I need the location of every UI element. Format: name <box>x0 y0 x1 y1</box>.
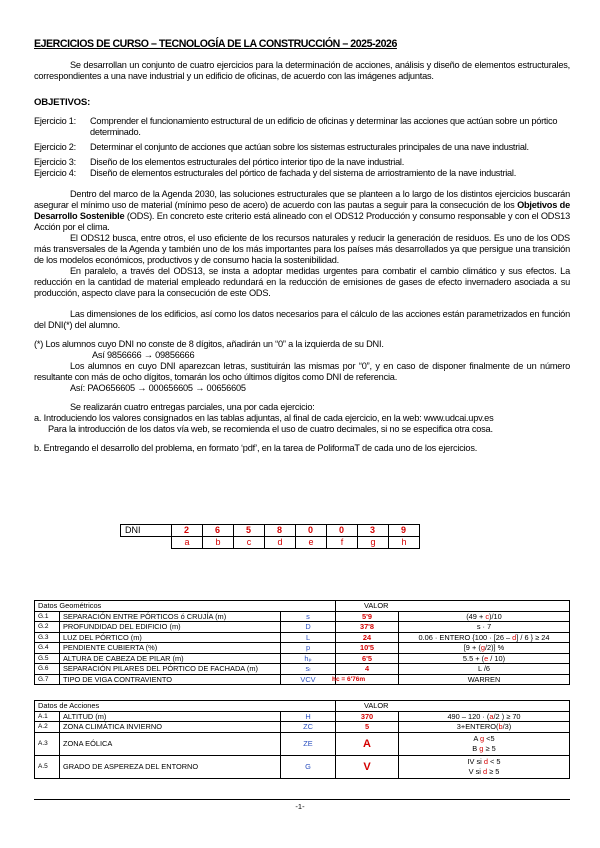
formula-text: (49 + <box>466 611 486 621</box>
row-code: G.4 <box>35 643 60 654</box>
dni-letter: c <box>234 537 265 549</box>
dni-digit: 3 <box>358 525 389 537</box>
dni-letter: a <box>172 537 203 549</box>
ejercicio-1 <box>34 116 570 138</box>
entregas-paragraph: Se realizarán cuatro entregas parciales, una por cada ejercicio: <box>70 402 315 412</box>
formula-text: B <box>472 743 480 753</box>
row-code: A.3 <box>35 732 60 755</box>
entrega-item-b: b. Entregando el desarrollo del problema, en formato ‘pdf’, en la tarea de PoliformaT de cada uno de los ejercicios. <box>34 443 478 453</box>
ejercicio-label: Ejercicio 3: <box>34 157 76 167</box>
table-row <box>35 643 570 654</box>
dni-digit: 6 <box>203 525 234 537</box>
dni-table <box>120 524 420 549</box>
row-formula <box>399 622 570 633</box>
formula-text: <5 <box>484 733 495 743</box>
agenda-text-b: (ODS). En concreto este criterio está alineado con el ODS12 Producción y consumo responsable y con el ODS13 Acción por el clima. <box>34 211 570 232</box>
row-symbol: ZC <box>281 722 336 733</box>
dni-letter: h <box>389 537 420 549</box>
row-code: A.2 <box>35 722 60 733</box>
dimensiones-paragraph: Las dimensiones de los edificios, así como los datos necesarios para el cálculo de las acciones están parametrizados en función del DNI(*) del alumno. <box>34 309 570 330</box>
row-value: A <box>336 732 399 755</box>
ejercicio-text: Determinar el conjunto de acciones que actúan sobre los sistemas estructurales principales de una nave industrial. <box>90 142 529 152</box>
row-label: TIPO DE VIGA CONTRAVIENTO <box>60 674 281 685</box>
row-code: G.7 <box>35 674 60 685</box>
formula-text: WARREN <box>467 674 501 684</box>
row-code: G.6 <box>35 664 60 675</box>
formula-variable: d <box>512 632 517 642</box>
row-value: 4 <box>336 664 399 675</box>
formula-line <box>402 767 566 777</box>
section-heading: Datos Geométricos <box>35 601 336 612</box>
formula-variable: d <box>482 766 488 776</box>
datos-geometricos-table <box>34 600 570 685</box>
formula-line <box>402 734 566 744</box>
row-code: A.5 <box>35 755 60 778</box>
table-row <box>35 674 570 685</box>
valor-heading: VALOR <box>336 701 570 712</box>
row-symbol: s <box>281 611 336 622</box>
row-label: ZONA EÓLICA <box>60 732 281 755</box>
formula-text: /2)] % <box>484 643 505 652</box>
table-row <box>35 653 570 664</box>
formula-text: 5.5 + ( <box>462 653 485 663</box>
dni-letter: g <box>358 537 389 549</box>
formula-variable: g <box>480 643 485 652</box>
row-symbol: G <box>281 755 336 778</box>
row-value: 24 <box>336 632 399 643</box>
formula-variable: e <box>484 653 489 663</box>
intro-paragraph: Se desarrollan un conjunto de cuatro ejercicios para la determinación de acciones, análisis y diseño de elementos estructurales, correspondientes a una nave industrial y un edificio de oficinas, de acuerdo con las imágenes adjuntas. <box>34 60 570 81</box>
row-symbol: sₗ <box>281 664 336 675</box>
row-formula <box>399 722 570 733</box>
row-label: LUZ DEL PÓRTICO (m) <box>60 632 281 643</box>
dni-letter: d <box>265 537 296 549</box>
formula-text: 3+ENTERO( <box>456 722 499 731</box>
datos-acciones-table <box>34 700 570 779</box>
formula-variable: c <box>485 611 490 621</box>
dni-digit: 5 <box>234 525 265 537</box>
row-formula <box>399 732 570 755</box>
ejercicio-3 <box>34 157 570 168</box>
entrega-item-a: a. Introduciendo los valores consignados en las tablas adjuntas, al final de cada ejercicio, en la web: www.udcai.upv.es <box>34 413 494 423</box>
formula-line <box>402 722 566 732</box>
ejercicio-text: Diseño de los elementos estructurales del pórtico interior tipo de la nave industrial. <box>90 157 405 167</box>
table-row <box>35 611 570 622</box>
dni-digit: 0 <box>296 525 327 537</box>
dni-letter: e <box>296 537 327 549</box>
ejercicio-label: Ejercicio 1: <box>34 116 76 126</box>
formula-text: s · 7 <box>476 622 492 631</box>
acc-rows <box>35 711 570 778</box>
ods12-paragraph: El ODS12 busca, entre otros, el uso eficiente de los recursos naturales y reducir la generación de residuos. Es uno de los ODS más transversales de la Agenda y también uno de los más importantes para los países más desarrollados ya que persigue una transición de los modelos económicos, productivos y de consumo hacia la sostenibilidad. <box>34 233 570 265</box>
dni-digit: 8 <box>265 525 296 537</box>
formula-text: 490 – 120 · ( <box>447 711 490 721</box>
dni-label: DNI <box>121 525 172 537</box>
row-code: G.2 <box>35 622 60 633</box>
ejercicio-text: Comprender el funcionamiento estructural de un edificio de oficinas y determinar las acciones que actúan sobre un pórtico determinado. <box>90 116 558 137</box>
document-body <box>34 38 570 454</box>
nota-dni-digitos: (*) Los alumnos cuyo DNI no conste de 8 dígitos, añadirán un “0” a la izquierda de su DNI. <box>34 339 384 349</box>
formula-variable: g <box>479 743 484 753</box>
row-symbol: VCV <box>281 674 336 685</box>
formula-text: V si <box>468 766 483 776</box>
row-formula <box>399 664 570 675</box>
table-row <box>35 664 570 675</box>
row-code: G.3 <box>35 632 60 643</box>
ejercicio-label: Ejercicio 4: <box>34 168 76 178</box>
formula-text: )/10 <box>489 611 502 621</box>
row-code: A.1 <box>35 711 60 722</box>
ods-bold-text: Objetivos de Desarrollo Sostenible <box>34 200 570 221</box>
agenda-text-a: Dentro del marco de la Agenda 2030, las soluciones estructurales que se planteen a lo largo de los distintos ejercicios buscarán asegurar el mínimo uso de material (mínimo peso de acero) de acuerdo con las pautas a seguir para la consecución de los <box>34 189 570 210</box>
formula-line <box>402 712 566 722</box>
hc-annotation: hc = 6'76m <box>332 676 366 683</box>
row-label: GRADO DE ASPEREZA DEL ENTORNO <box>60 755 281 778</box>
row-symbol: L <box>281 632 336 643</box>
row-label: PENDIENTE CUBIERTA (%) <box>60 643 281 654</box>
entrega-item-a-note: Para la introducción de los datos vía web, se recomienda el uso de cuatro decimales, si no se especifica otra cosa. <box>48 424 493 434</box>
row-symbol: ZE <box>281 732 336 755</box>
nota-letras-ejemplo: Así: PAO656605 → 000656605 → 00656605 <box>70 383 246 393</box>
row-value: 5'9 <box>336 611 399 622</box>
formula-text: / 10) <box>488 653 506 663</box>
row-label: ZONA CLIMÁTICA INVIERNO <box>60 722 281 733</box>
row-symbol: D <box>281 622 336 633</box>
row-code: G.1 <box>35 611 60 622</box>
formula-text: L /6 <box>477 664 491 673</box>
dni-letters-row <box>121 537 420 549</box>
row-value: 5 <box>336 722 399 733</box>
table-row <box>35 755 570 778</box>
formula-text: < 5 <box>488 756 501 766</box>
formula-text: A <box>473 733 480 743</box>
row-value: 6'5 <box>336 653 399 664</box>
objetivos-heading: OBJETIVOS: <box>34 97 91 108</box>
agenda-paragraph <box>34 189 570 233</box>
row-value: 10'5 <box>336 643 399 654</box>
row-label: SEPARACIÓN ENTRE PÓRTICOS ó CRUJÍA (m) <box>60 611 281 622</box>
ods13-paragraph: En paralelo, a través del ODS13, se insta a adoptar medidas urgentes para combatir el cambio climático y sus efectos. La reducción en la cantidad de material empleado redundará en la reducción de emisiones de gases de efecto invernadero asociada a su producción, aspecto clave para la consecución de este ODS. <box>34 266 570 298</box>
section-heading: Datos de Acciones <box>35 701 336 712</box>
row-formula <box>399 674 570 685</box>
row-formula <box>399 711 570 722</box>
row-symbol: p <box>281 643 336 654</box>
row-value: 370 <box>336 711 399 722</box>
formula-text: ≥ 5 <box>483 743 496 753</box>
dni-letter: f <box>327 537 358 549</box>
geo-rows <box>35 611 570 685</box>
table-row <box>35 722 570 733</box>
row-formula <box>399 611 570 622</box>
row-label: ALTURA DE CABEZA DE PILAR (m) <box>60 653 281 664</box>
row-label: PROFUNDIDAD DEL EDIFICIO (m) <box>60 622 281 633</box>
row-formula <box>399 643 570 654</box>
formula-text: ≥ 5 <box>487 766 500 776</box>
row-code: G.5 <box>35 653 60 664</box>
table-row <box>35 711 570 722</box>
valor-heading: VALOR <box>336 601 570 612</box>
ejercicio-4 <box>34 168 570 179</box>
dni-letter: b <box>203 537 234 549</box>
table-header-row <box>35 601 570 612</box>
formula-line <box>402 757 566 767</box>
dni-spacer <box>121 537 172 549</box>
formula-line <box>402 744 566 754</box>
footer-rule <box>34 799 570 800</box>
formula-variable: b <box>498 722 503 731</box>
formula-text: IV si <box>467 756 484 766</box>
ejercicio-2 <box>34 142 570 153</box>
formula-variable: d <box>483 756 488 766</box>
row-label: ALTITUD (m) <box>60 711 281 722</box>
table-row <box>35 622 570 633</box>
formula-text: /2 ) ≥ 70 <box>493 711 521 721</box>
nota-dni-ejemplo: Así 9856666 → 09856666 <box>92 350 195 360</box>
page-number: -1- <box>295 802 305 811</box>
row-formula <box>399 632 570 643</box>
row-symbol: H <box>281 711 336 722</box>
row-formula <box>399 755 570 778</box>
page-title: EJERCICIOS DE CURSO – TECNOLOGÍA DE LA CONSTRUCCIÓN – 2025-2026 <box>34 38 397 50</box>
nota-dni-letras: Los alumnos en cuyo DNI aparezcan letras, sustituirán las mismas por “0”, y en caso de disponer finalmente de un número resultante con más de ocho dígitos, tomarán los ocho últimos dígitos como DNI de referencia. <box>34 361 570 382</box>
formula-text: 0.06 · ENTERO {100 · [26 – <box>418 632 513 642</box>
dni-digit: 0 <box>327 525 358 537</box>
row-value: 37'8 <box>336 622 399 633</box>
formula-variable: g <box>479 733 485 743</box>
table-row <box>35 632 570 643</box>
ejercicio-text: Diseño de elementos estructurales del pórtico de fachada y del sistema de arriostramiento de la nave industrial. <box>90 168 517 178</box>
row-symbol: hₚ <box>281 653 336 664</box>
table-header-row <box>35 701 570 712</box>
dni-digits-row <box>121 525 420 537</box>
row-value: V <box>336 755 399 778</box>
formula-text: /3) <box>502 722 512 731</box>
row-label: SEPARACIÓN PILARES DEL PÓRTICO DE FACHADA (m) <box>60 664 281 675</box>
dni-digit: 9 <box>389 525 420 537</box>
dni-digit: 2 <box>172 525 203 537</box>
formula-variable: a <box>489 711 494 721</box>
table-row <box>35 732 570 755</box>
formula-text: [9 + ( <box>463 643 481 652</box>
row-formula <box>399 653 570 664</box>
formula-text: ] / 6 } ≥ 24 <box>516 632 550 642</box>
ejercicio-label: Ejercicio 2: <box>34 142 76 152</box>
